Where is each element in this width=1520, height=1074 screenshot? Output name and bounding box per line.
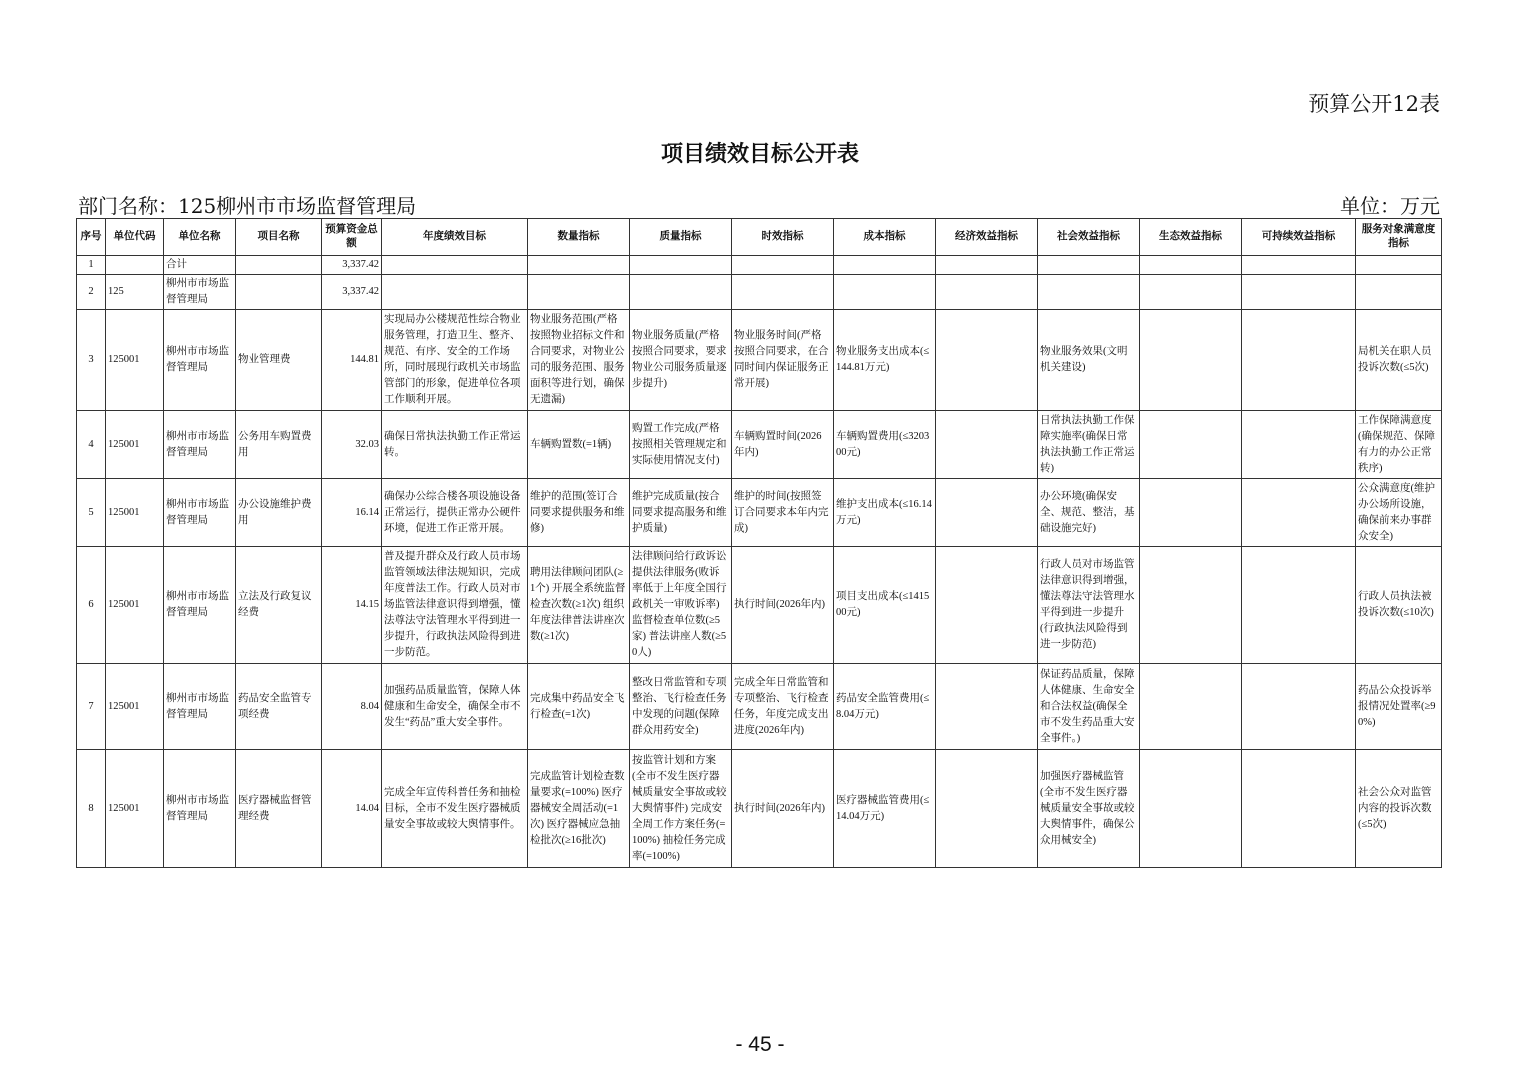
col-header: 可持续效益指标: [1242, 219, 1356, 256]
cell-unit: 柳州市市场监督管理局: [164, 547, 236, 664]
cell-goal: 加强药品质量监管，保障人体健康和生命安全，确保全市不发生“药品”重大安全事件。: [382, 664, 528, 750]
cell-timeliness: [732, 256, 834, 275]
cell-economic: [936, 256, 1038, 275]
cell-sustainable: [1242, 664, 1356, 750]
col-header: 生态效益指标: [1140, 219, 1242, 256]
department-name: 部门名称：125柳州市市场监督管理局: [78, 194, 417, 218]
cell-satisfaction: 药品公众投诉举报情况处置率(≥90%): [1356, 664, 1442, 750]
cell-quality: [630, 256, 732, 275]
cell-budget: 32.03: [322, 411, 382, 479]
cell-code: 125001: [106, 750, 164, 868]
cell-economic: [936, 310, 1038, 411]
table-row: [77, 664, 1442, 750]
cell-no: 1: [77, 256, 106, 275]
cell-cost: 药品安全监管费用(≤8.04万元): [834, 664, 936, 750]
cell-cost: 车辆购置费用(≤320300元): [834, 411, 936, 479]
cell-sustainable: [1242, 750, 1356, 868]
cell-quantity: [528, 256, 630, 275]
cell-budget: 14.04: [322, 750, 382, 868]
cell-unit: 柳州市市场监督管理局: [164, 411, 236, 479]
cell-satisfaction: 公众满意度(维护办公场所设施，确保前来办事群众安全): [1356, 479, 1442, 547]
cell-timeliness: 车辆购置时间(2026年内): [732, 411, 834, 479]
cell-ecological: [1140, 479, 1242, 547]
col-header: 经济效益指标: [936, 219, 1038, 256]
unit-label: 单位：万元: [1340, 194, 1440, 218]
col-header: 时效指标: [732, 219, 834, 256]
cell-quality: 整改日常监管和专项整治、飞行检查任务中发现的问题(保障群众用药安全): [630, 664, 732, 750]
cell-ecological: [1140, 310, 1242, 411]
cell-economic: [936, 750, 1038, 868]
cell-quality: 购置工作完成(严格按照相关管理规定和实际使用情况支付): [630, 411, 732, 479]
cell-no: 7: [77, 664, 106, 750]
table-row: [77, 479, 1442, 547]
cell-timeliness: 执行时间(2026年内): [732, 750, 834, 868]
cell-timeliness: 物业服务时间(严格按照合同要求，在合同时间内保证服务正常开展): [732, 310, 834, 411]
cell-social: 加强医疗器械监管(全市不发生医疗器械质量安全事故或较大舆情事件，确保公众用械安全): [1038, 750, 1140, 868]
cell-quantity: 车辆购置数(=1辆): [528, 411, 630, 479]
cell-project: 物业管理费: [236, 310, 322, 411]
cell-timeliness: 完成全年日常监管和专项整治、飞行检查任务，年度完成支出进度(2026年内): [732, 664, 834, 750]
cell-satisfaction: 局机关在职人员投诉次数(≤5次): [1356, 310, 1442, 411]
cell-no: 4: [77, 411, 106, 479]
table-row: [77, 547, 1442, 664]
cell-budget: 8.04: [322, 664, 382, 750]
cell-no: 8: [77, 750, 106, 868]
cell-code: 125: [106, 275, 164, 310]
cell-no: 5: [77, 479, 106, 547]
cell-project: [236, 256, 322, 275]
cell-quantity: 维护的范围(签订合同要求提供服务和维修): [528, 479, 630, 547]
cell-timeliness: 执行时间(2026年内): [732, 547, 834, 664]
col-header: 服务对象满意度指标: [1356, 219, 1442, 256]
cell-ecological: [1140, 256, 1242, 275]
cell-goal: 实现局办公楼规范性综合物业服务管理，打造卫生、整齐、规范、有序、安全的工作场所，同时展现行政机关市场监管部门的形象，促进单位各项工作顺利开展。: [382, 310, 528, 411]
cell-project: 公务用车购置费用: [236, 411, 322, 479]
cell-unit: 柳州市市场监督管理局: [164, 275, 236, 310]
col-header: 序号: [77, 219, 106, 256]
cell-satisfaction: 行政人员执法被投诉次数(≤10次): [1356, 547, 1442, 664]
cell-code: 125001: [106, 664, 164, 750]
cell-satisfaction: [1356, 256, 1442, 275]
cell-goal: 确保办公综合楼各项设施设备正常运行，提供正常办公硬件环境，促进工作正常开展。: [382, 479, 528, 547]
cell-sustainable: [1242, 479, 1356, 547]
cell-ecological: [1140, 275, 1242, 310]
cell-cost: 物业服务支出成本(≤144.81万元): [834, 310, 936, 411]
cell-quality: 按监管计划和方案(全市不发生医疗器械质量安全事故或较大舆情事件) 完成安全周工作方案任务(=100%) 抽检任务完成率(=100%): [630, 750, 732, 868]
table-row: [77, 275, 1442, 310]
cell-quality: 维护完成质量(按合同要求提高服务和维护质量): [630, 479, 732, 547]
cell-social: 行政人员对市场监管法律意识得到增强，懂法尊法守法管理水平得到进一步提升(行政执法风险得到进一步防范): [1038, 547, 1140, 664]
cell-ecological: [1140, 664, 1242, 750]
cell-unit: 柳州市市场监督管理局: [164, 479, 236, 547]
cell-goal: 完成全年宣传科普任务和抽检目标，全市不发生医疗器械质量安全事故或较大舆情事件。: [382, 750, 528, 868]
cell-project: 办公设施维护费用: [236, 479, 322, 547]
cell-sustainable: [1242, 411, 1356, 479]
page-number: - 45 -: [735, 1033, 785, 1056]
cell-cost: [834, 275, 936, 310]
cell-goal: 确保日常执法执勤工作正常运转。: [382, 411, 528, 479]
table-row: [77, 411, 1442, 479]
table-number: 预算公开12表: [1308, 92, 1440, 116]
table-row: [77, 750, 1442, 868]
cell-sustainable: [1242, 275, 1356, 310]
cell-unit: 柳州市市场监督管理局: [164, 750, 236, 868]
cell-ecological: [1140, 750, 1242, 868]
cell-quality: 法律顾问给行政诉讼提供法律服务(败诉率低于上年度全国行政机关一审败诉率) 监督检查单位数(≥5家) 普法讲座人数(≥50人): [630, 547, 732, 664]
cell-project: 医疗器械监督管理经费: [236, 750, 322, 868]
col-header: 项目名称: [236, 219, 322, 256]
cell-project: 立法及行政复议经费: [236, 547, 322, 664]
cell-goal: [382, 275, 528, 310]
cell-goal: [382, 256, 528, 275]
performance-table: [76, 218, 1442, 868]
cell-economic: [936, 664, 1038, 750]
cell-budget: 3,337.42: [322, 275, 382, 310]
cell-quantity: [528, 275, 630, 310]
cell-quantity: 聘用法律顾问团队(≥1个) 开展全系统监督检查次数(≥1次) 组织年度法律普法讲座次数(≥1次): [528, 547, 630, 664]
cell-code: 125001: [106, 411, 164, 479]
cell-budget: 14.15: [322, 547, 382, 664]
cell-quantity: 完成集中药品安全飞行检查(=1次): [528, 664, 630, 750]
cell-sustainable: [1242, 310, 1356, 411]
cell-project: [236, 275, 322, 310]
col-header: 年度绩效目标: [382, 219, 528, 256]
cell-cost: 医疗器械监管费用(≤14.04万元): [834, 750, 936, 868]
cell-unit: 合计: [164, 256, 236, 275]
cell-satisfaction: 社会公众对监管内容的投诉次数(≤5次): [1356, 750, 1442, 868]
table-row: [77, 310, 1442, 411]
col-header: 单位代码: [106, 219, 164, 256]
col-header: 单位名称: [164, 219, 236, 256]
cell-satisfaction: 工作保障满意度(确保规范、保障有力的办公正常秩序): [1356, 411, 1442, 479]
cell-project: 药品安全监管专项经费: [236, 664, 322, 750]
cell-economic: [936, 411, 1038, 479]
cell-economic: [936, 547, 1038, 664]
table-row: [77, 256, 1442, 275]
cell-budget: 3,337.42: [322, 256, 382, 275]
cell-timeliness: 维护的时间(按照签订合同要求本年内完成): [732, 479, 834, 547]
cell-economic: [936, 275, 1038, 310]
col-header: 成本指标: [834, 219, 936, 256]
col-header: 数量指标: [528, 219, 630, 256]
cell-unit: 柳州市市场监督管理局: [164, 664, 236, 750]
cell-cost: 维护支出成本(≤16.14万元): [834, 479, 936, 547]
cell-quantity: 完成监管计划检查数量要求(=100%) 医疗器械安全周活动(=1次) 医疗器械应急抽检批次(≥16批次): [528, 750, 630, 868]
cell-social: 保证药品质量，保障人体健康、生命安全和合法权益(确保全市不发生药品重大安全事件。): [1038, 664, 1140, 750]
page-title: 项目绩效目标公开表: [660, 141, 859, 167]
cell-budget: 16.14: [322, 479, 382, 547]
cell-sustainable: [1242, 256, 1356, 275]
cell-social: 物业服务效果(文明机关建设): [1038, 310, 1140, 411]
col-header: 预算资金总额: [322, 219, 382, 256]
cell-budget: 144.81: [322, 310, 382, 411]
cell-no: 3: [77, 310, 106, 411]
cell-cost: [834, 256, 936, 275]
cell-timeliness: [732, 275, 834, 310]
cell-quality: 物业服务质量(严格按照合同要求，要求物业公司服务质量逐步提升): [630, 310, 732, 411]
cell-quality: [630, 275, 732, 310]
cell-social: 日常执法执勤工作保障实施率(确保日常执法执勤工作正常运转): [1038, 411, 1140, 479]
cell-sustainable: [1242, 547, 1356, 664]
cell-cost: 项目支出成本(≤141500元): [834, 547, 936, 664]
cell-code: 125001: [106, 547, 164, 664]
cell-no: 6: [77, 547, 106, 664]
cell-ecological: [1140, 411, 1242, 479]
cell-ecological: [1140, 547, 1242, 664]
col-header: 质量指标: [630, 219, 732, 256]
table-header-row: [77, 219, 1442, 256]
col-header: 社会效益指标: [1038, 219, 1140, 256]
cell-unit: 柳州市市场监督管理局: [164, 310, 236, 411]
cell-social: 办公环境(确保安全、规范、整洁，基础设施完好): [1038, 479, 1140, 547]
cell-code: 125001: [106, 310, 164, 411]
cell-satisfaction: [1356, 275, 1442, 310]
cell-no: 2: [77, 275, 106, 310]
cell-code: 125001: [106, 479, 164, 547]
cell-economic: [936, 479, 1038, 547]
cell-goal: 普及提升群众及行政人员市场监管领域法律法规知识，完成年度普法工作。行政人员对市场监管法律意识得到增强，懂法尊法守法管理水平得到进一步提升，行政执法风险得到进一步防范。: [382, 547, 528, 664]
cell-social: [1038, 256, 1140, 275]
cell-quantity: 物业服务范围(严格按照物业招标文件和合同要求，对物业公司的服务范围、服务面积等进行划，确保无遗漏): [528, 310, 630, 411]
cell-code: [106, 256, 164, 275]
cell-social: [1038, 275, 1140, 310]
